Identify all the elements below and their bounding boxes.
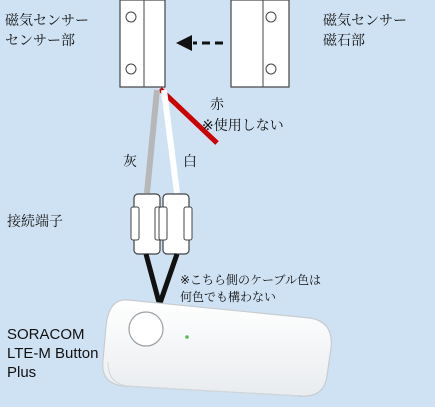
- lte-m-button-device: [103, 300, 332, 396]
- sensor-part-label-line2: センサー部: [5, 33, 75, 49]
- device-button: [129, 312, 163, 346]
- sensor-part-label-line1: 磁気センサー: [5, 13, 89, 29]
- magnet-part-label-line1: 磁気センサー: [323, 13, 407, 29]
- proximity-arrow: [176, 35, 223, 51]
- device-label-line2: LTE-M Button: [7, 345, 99, 362]
- red-wire-note: ※使用しない: [202, 118, 284, 134]
- connector-label: 接続端子: [7, 214, 63, 230]
- cable-note-line2: 何色でも構わない: [180, 290, 277, 304]
- device-label-line1: SORACOM: [7, 326, 85, 343]
- device-label-line3: Plus: [7, 364, 37, 381]
- magnet-part-label-line2: 磁石部: [323, 33, 365, 49]
- gray-wire-label: 灰: [123, 154, 137, 170]
- sensor-part: [120, 0, 165, 87]
- connector-terminals: [131, 194, 192, 254]
- magnet-part: [231, 0, 289, 87]
- cable-note-line1: ※こちら側のケーブル色は: [180, 273, 321, 287]
- red-wire-label: 赤: [210, 97, 224, 113]
- white-wire-label: 白: [183, 154, 197, 170]
- gray-wire: [147, 90, 157, 193]
- black-cables: [146, 254, 177, 306]
- device-led: [185, 335, 189, 339]
